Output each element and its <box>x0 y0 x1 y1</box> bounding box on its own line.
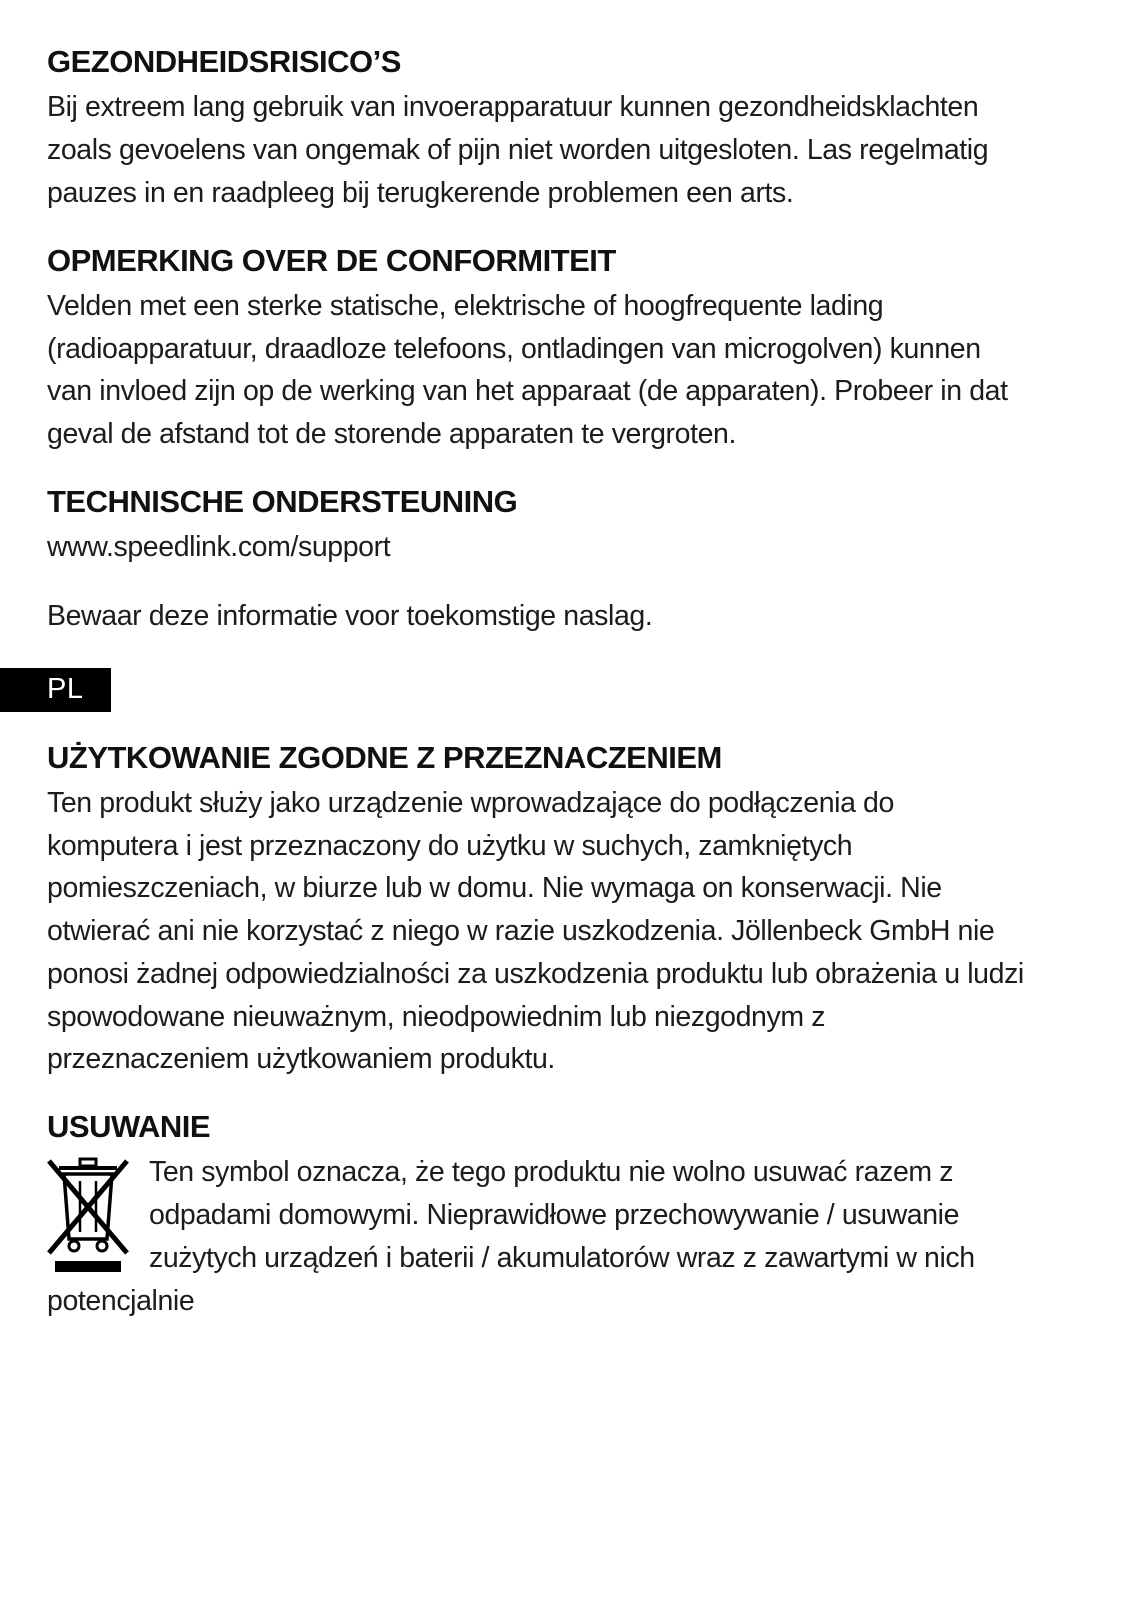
section-body-disposal: Ten symbol oznacza, że tego produktu nie wolno usuwać razem z odpadami domowymi. Nieprawidłowe przechowywanie / usuwanie zużytych urządzeń i baterii / akumulatorów wraz z zawartymi w nich potencjalnie <box>47 1156 975 1317</box>
language-badge-pl: PL <box>0 668 111 712</box>
section-heading-technical-support: TECHNISCHE ONDERSTEUNING <box>47 483 518 519</box>
section-intended-use <box>47 738 1088 1082</box>
weee-crossed-bin-icon <box>47 1155 129 1275</box>
support-url: www.speedlink.com/support <box>47 531 391 564</box>
section-heading-disposal: USUWANIE <box>47 1109 211 1145</box>
section-heading-health-risks: GEZONDHEIDSRISICO’S <box>47 44 401 79</box>
section-health-risks <box>47 42 1088 215</box>
section-heading-conformity: OPMERKING OVER DE CONFORMITEIT <box>47 242 616 278</box>
section-body-conformity: Velden met een sterke statische, elektrische of hoogfrequente lading (radioapparatuur, draadloze telefoons, ontladingen van microgolven) kunnen van invloed zijn op de werking van het apparaat (de apparaten). Probeer in dat geval de afstand tot de storende apparaten te vergroten. <box>47 289 1008 451</box>
keep-information-note: Bewaar deze informatie voor toekomstige naslag. <box>47 599 653 632</box>
section-body-intended-use: Ten produkt służy jako urządzenie wprowadzające do podłączenia do komputera i jest przeznaczony do użytku w suchych, zamkniętych pomieszczeniach, w biurze lub w domu. Nie wymaga on konserwacji. Nie otwierać ani nie korzystać z niego w razie uszkodzenia. Jöllenbeck GmbH nie ponosi żadnej odpowiedzialności za uszkodzenia produktu lub obrażenia u ludzi spowodowane nieuważnym, nieodpowiednim lub niezgodnym z przeznaczeniem użytkowaniem produktu. <box>47 786 1024 1076</box>
section-conformity <box>47 241 1088 456</box>
section-technical-support <box>47 482 1088 569</box>
section-disposal <box>47 1107 1088 1322</box>
section-body-health-risks: Bij extreem lang gebruik van invoerapparatuur kunnen gezondheidsklachten zoals gevoelens van ongemak of pijn niet worden uitgesloten. Las regelmatig pauzes in en raadpleeg bij terugkerende problemen een arts. <box>47 91 989 209</box>
section-heading-intended-use: UŻYTKOWANIE ZGODNE Z PRZEZNACZENIEM <box>47 739 722 775</box>
